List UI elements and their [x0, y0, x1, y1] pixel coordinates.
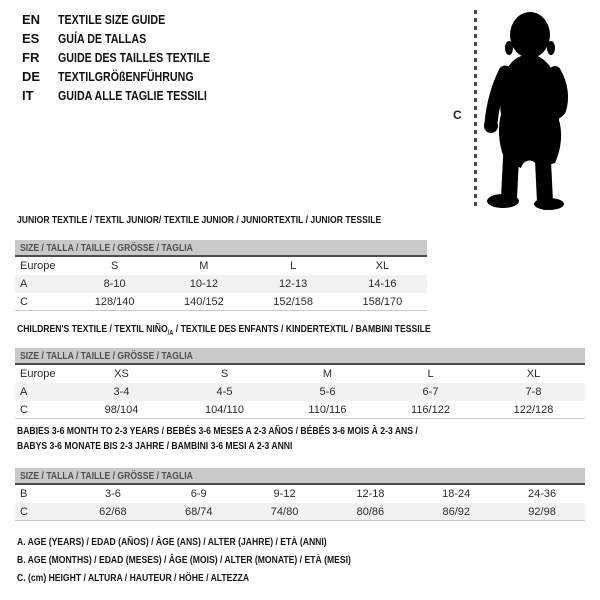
cell-value: 6-9: [190, 488, 207, 500]
cell-value: 86/92: [442, 505, 470, 518]
cell-value: L: [427, 368, 434, 380]
babies-title-line2: BABYS 3-6 MONATE BIS 2-3 JAHRE / BAMBINI 3-6 MESI A 2-3 ANNI: [17, 440, 293, 452]
size-header-text: SIZE / TALLA / TAILLE / GRÖSSE / TAGLIA: [20, 241, 193, 254]
note-height-cm: [17, 569, 424, 587]
cell-value: 80/86: [356, 505, 385, 518]
children-title-suffix: / TEXTILE DES ENFANTS / KINDERTEXTIL / BAMBINI TESSILE: [173, 323, 431, 335]
junior-table: [15, 240, 427, 311]
cell-value: 6-7: [422, 386, 439, 398]
cell-value: 110/116: [308, 403, 347, 416]
toddler-silhouette-icon: [483, 8, 583, 210]
note-age-months: [17, 551, 424, 569]
cell-value: M: [199, 260, 209, 272]
table-row-europe: [15, 365, 585, 383]
size-header-bar: [15, 348, 585, 365]
cell-value: 158/170: [362, 295, 403, 308]
cell-value: 18-24: [442, 488, 471, 500]
row-label: A: [20, 278, 28, 290]
cell-value: S: [220, 368, 229, 380]
children-table: [15, 348, 585, 419]
cell-value: 24-36: [527, 488, 557, 500]
language-title: GUÍA DE TALLAS: [58, 31, 147, 46]
junior-table-title-text: JUNIOR TEXTILE / TEXTIL JUNIOR/ TEXTILE JUNIOR / JUNIORTEXTIL / JUNIOR TESSILE: [17, 214, 382, 226]
language-title: GUIDE DES TAILLES TEXTILE: [58, 50, 211, 65]
junior-table-title: [17, 213, 461, 228]
language-code: DE: [22, 69, 41, 84]
language-title: GUIDA ALLE TAGLIE TESSILI: [58, 88, 207, 103]
cell-value: S: [110, 260, 119, 272]
cell-value: 98/104: [104, 403, 139, 416]
height-measure-label: C: [453, 108, 462, 122]
note-age-years: [17, 533, 424, 551]
row-label: Europe: [20, 260, 56, 272]
cell-value: 14-16: [368, 278, 397, 290]
cell-value: M: [322, 368, 333, 380]
height-measure-dashed-line: [474, 10, 477, 206]
size-header-text: SIZE / TALLA / TAILLE / GRÖSSE / TAGLIA: [20, 469, 193, 482]
language-row-en: [22, 10, 243, 29]
size-header-text: SIZE / TALLA / TAILLE / GRÖSSE / TAGLIA: [20, 349, 193, 362]
cell-value: XL: [526, 368, 541, 380]
cell-value: 8-10: [103, 278, 126, 290]
cell-value: 74/80: [270, 505, 299, 518]
legend-notes: [17, 533, 424, 587]
cell-value: 152/158: [273, 295, 313, 308]
children-title-subscript: /A: [167, 330, 174, 338]
table-row-europe: [15, 257, 427, 275]
table-row-height: [15, 401, 585, 419]
cell-value: 12-18: [356, 488, 385, 500]
language-title: TEXTILGRÖßENFÜHRUNG: [58, 69, 194, 84]
language-code: IT: [22, 88, 34, 103]
note-text: A. AGE (YEARS) / EDAD (AÑOS) / ÂGE (ANS) / ALTER (JAHRE) / ETÀ (ANNI): [17, 536, 327, 548]
row-label: C: [20, 505, 28, 518]
children-title-prefix: CHILDREN'S TEXTILE / TEXTIL NIÑO: [17, 323, 168, 335]
cell-value: XS: [114, 368, 129, 380]
table-row-age-months: [15, 485, 585, 503]
row-label: C: [20, 295, 28, 308]
note-text: C. (cm) HEIGHT / ALTURA / HAUTEUR / HÖHE / ALTEZZA: [17, 572, 250, 584]
row-label: Europe: [20, 368, 56, 380]
cell-value: 128/140: [94, 295, 135, 308]
language-row-es: [22, 29, 243, 48]
language-row-de: [22, 67, 243, 86]
language-code: ES: [22, 31, 40, 46]
cell-value: 9-12: [273, 488, 296, 500]
cell-value: 10-12: [189, 278, 218, 290]
children-table-title-text: [17, 322, 431, 341]
babies-table-title: [17, 424, 506, 454]
babies-table: [15, 468, 585, 521]
row-label: B: [20, 488, 28, 500]
table-row-height: [15, 503, 585, 521]
cell-value: 12-13: [279, 278, 308, 290]
table-row-age: [15, 383, 585, 401]
note-text: B. AGE (MONTHS) / EDAD (MESES) / ÂGE (MOIS) / ALTER (MONATE) / ETÀ (MESI): [17, 554, 351, 566]
cell-value: 4-5: [216, 386, 233, 398]
row-label: A: [20, 386, 28, 398]
cell-value: 140/152: [183, 295, 224, 308]
cell-value: 122/128: [513, 403, 554, 416]
table-row-age: [15, 275, 427, 293]
language-row-it: [22, 86, 243, 105]
table-row-height: [15, 293, 427, 311]
cell-value: 62/68: [99, 505, 127, 518]
language-code: FR: [22, 50, 40, 65]
language-list: [22, 10, 243, 105]
cell-value: 5-6: [319, 386, 336, 398]
cell-value: 116/122: [411, 403, 450, 416]
cell-value: XL: [375, 260, 390, 272]
children-table-title: [17, 322, 521, 341]
row-label: C: [20, 403, 28, 416]
cell-value: 3-6: [104, 488, 121, 500]
cell-value: 68/74: [184, 505, 213, 518]
language-title: TEXTILE SIZE GUIDE: [58, 12, 166, 27]
cell-value: 104/110: [205, 403, 244, 416]
language-code: EN: [22, 12, 41, 27]
language-row-fr: [22, 48, 243, 67]
cell-value: 3-4: [113, 386, 130, 398]
cell-value: 7-8: [525, 386, 542, 398]
cell-value: L: [290, 260, 297, 272]
size-header-bar: [15, 468, 585, 485]
babies-title-line1: BABIES 3-6 MONTH TO 2-3 YEARS / BEBÉS 3-6 MESES A 2-3 AÑOS / BÉBÉS 3-6 MOIS À 2-3 ANS /: [17, 425, 418, 437]
cell-value: 92/98: [528, 505, 556, 518]
size-header-bar: [15, 240, 427, 257]
